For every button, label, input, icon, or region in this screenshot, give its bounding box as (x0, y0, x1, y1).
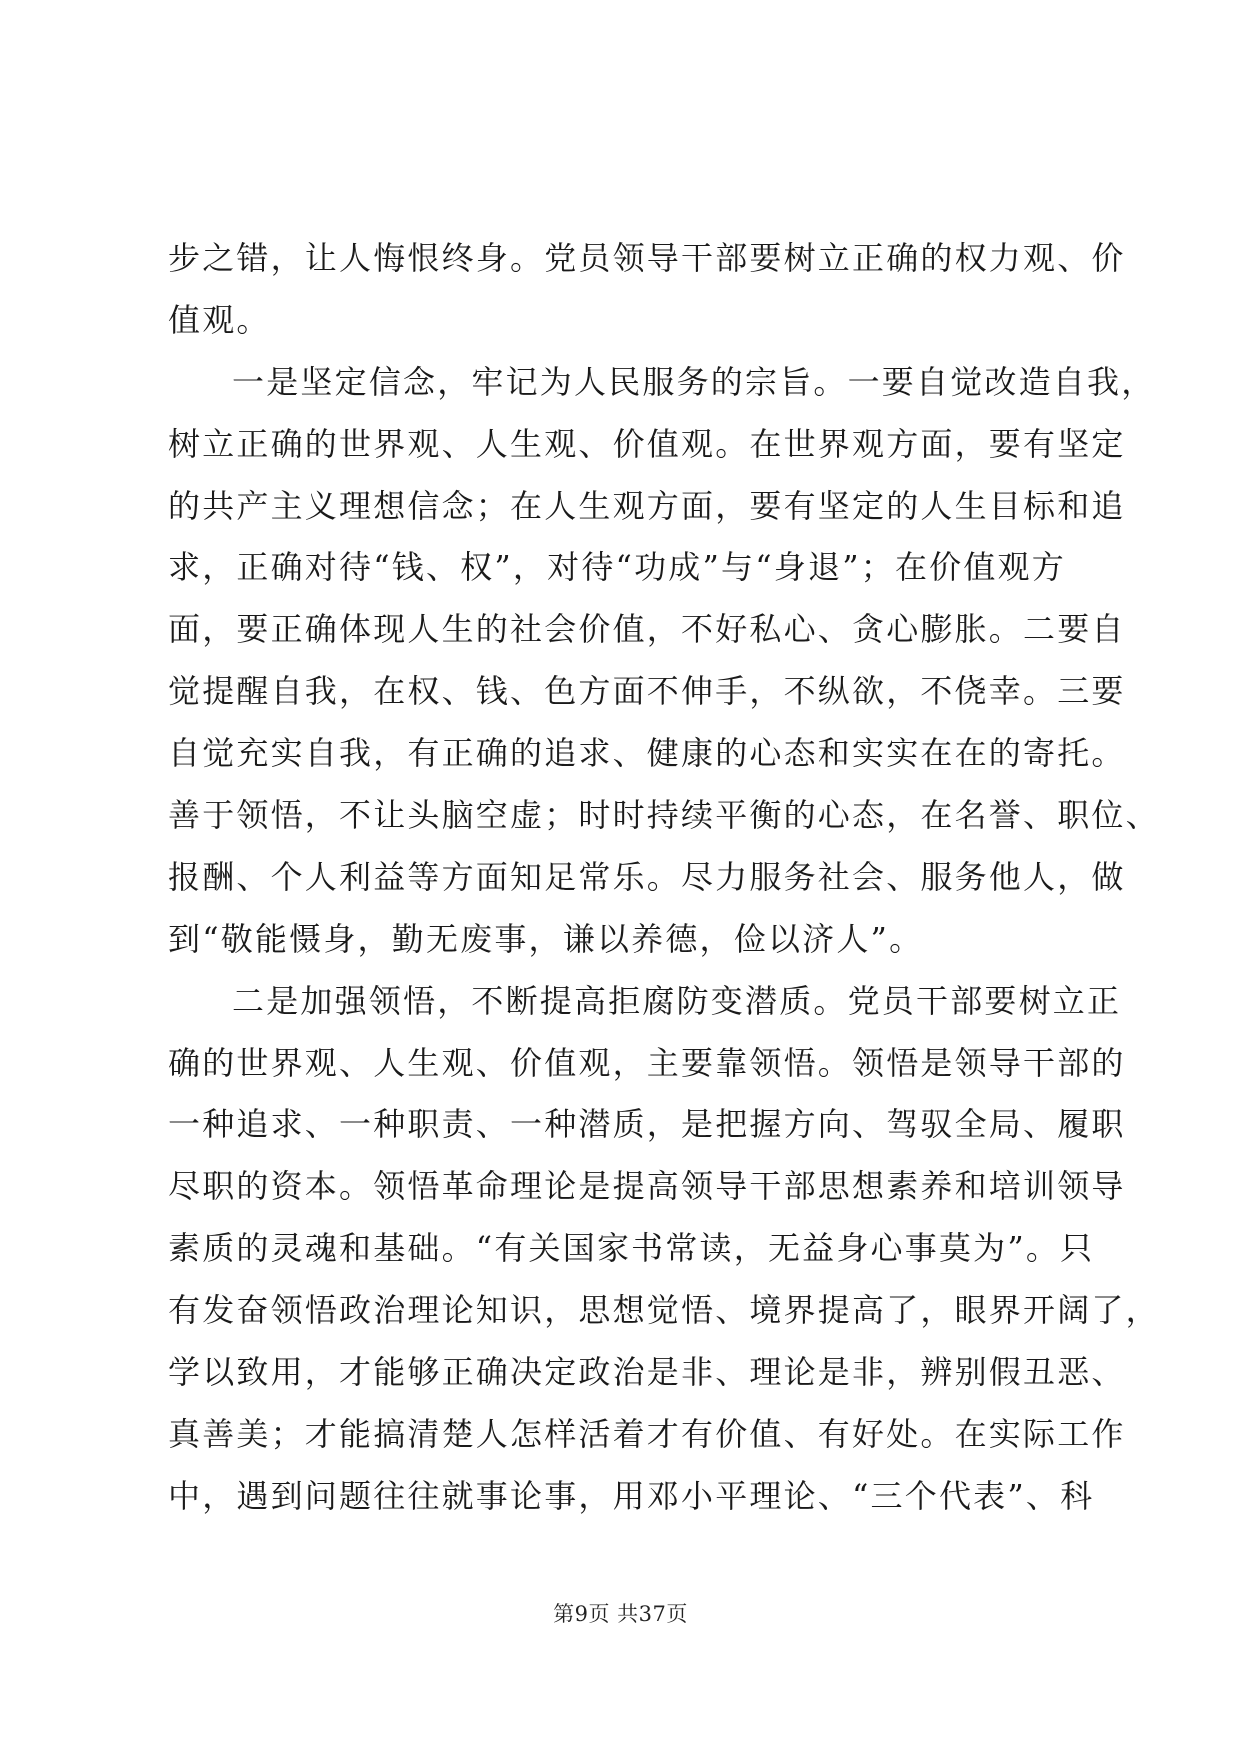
text-line: 尽职的资本。领悟革命理论是提高领导干部思想素养和培训领导 (168, 1167, 1126, 1206)
text-line: 到“敬能慑身，勤无废事，谦以养德，俭以济人”。 (168, 919, 924, 958)
text-line: 中，遇到问题往往就事论事，用邓小平理论、“三个代表”、科 (168, 1476, 1095, 1515)
paragraph-start-line: 二是加强领悟，不断提高拒腐防变潜质。党员干部要树立正 (232, 981, 1122, 1020)
text-line: 面，要正确体现人生的社会价值，不好私心、贪心膨胀。二要自 (168, 610, 1126, 649)
text-line: 树立正确的世界观、人生观、价值观。在世界观方面，要有坚定 (168, 424, 1126, 463)
text-line: 求，正确对待“钱、权”，对待“功成”与“身退”；在价值观方 (168, 548, 1066, 587)
text-line: 步之错，让人悔恨终身。党员领导干部要树立正确的权力观、价 (168, 239, 1126, 277)
text-line: 确的世界观、人生观、价值观，主要靠领悟。领悟是领导干部的 (168, 1043, 1126, 1082)
text-line: 善于领悟，不让头脑空虚；时时持续平衡的心态，在名誉、职位、 (168, 796, 1160, 835)
text-line: 值观。 (168, 300, 271, 339)
body-text (168, 228, 1160, 1528)
text-line: 觉提醒自我，在权、钱、色方面不伸手，不纵欲，不侥幸。三要 (168, 672, 1126, 711)
text-line: 学以致用，才能够正确决定政治是非、理论是非，辨别假丑恶、 (168, 1353, 1126, 1392)
paragraph-start-line: 一是坚定信念，牢记为人民服务的宗旨。一要自觉改造自我， (232, 362, 1156, 401)
text-line: 素质的灵魂和基础。“有关国家书常读，无益身心事莫为”。只 (168, 1229, 1095, 1268)
text-line: 真善美；才能搞清楚人怎样活着才有价值、有好处。在实际工作 (168, 1414, 1126, 1453)
page-number-footer: 第9页 共37页 (553, 1602, 688, 1626)
text-line: 一种追求、一种职责、一种潜质，是把握方向、驾驭全局、履职 (168, 1105, 1126, 1144)
text-line: 有发奋领悟政治理论知识，思想觉悟、境界提高了，眼界开阔了， (168, 1291, 1160, 1330)
text-line: 报酬、个人利益等方面知足常乐。尽力服务社会、服务他人，做 (168, 857, 1126, 896)
text-line: 的共产主义理想信念；在人生观方面，要有坚定的人生目标和追 (168, 486, 1126, 525)
text-line: 自觉充实自我，有正确的追求、健康的心态和实实在在的寄托。 (168, 734, 1126, 773)
